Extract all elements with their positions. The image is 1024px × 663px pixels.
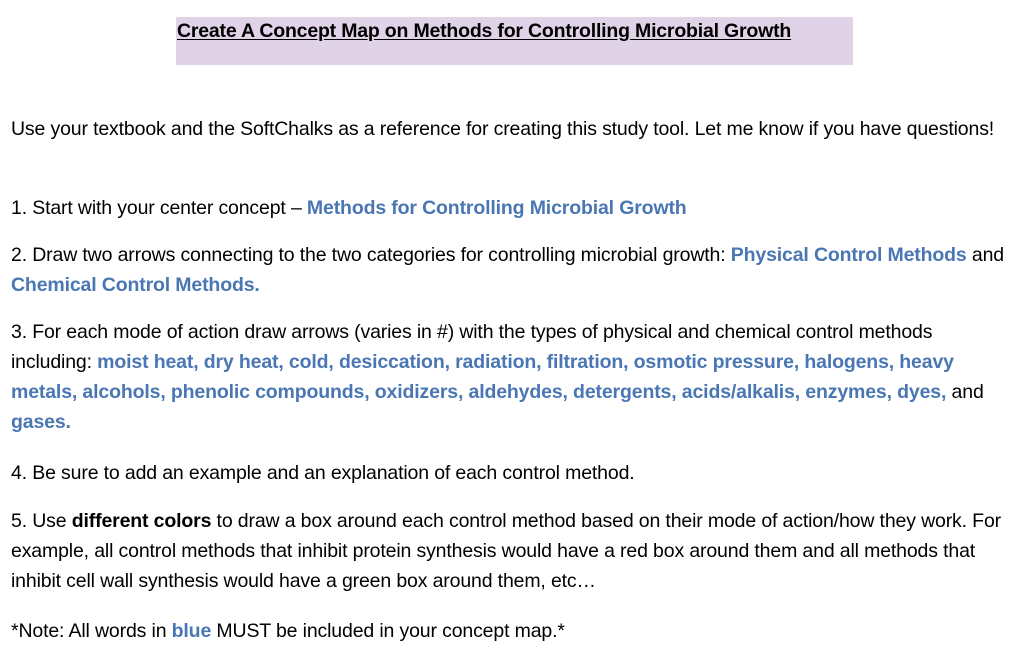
step-5-text: 5. Use — [11, 510, 72, 532]
note — [11, 616, 1016, 646]
step-2-middle: and — [966, 244, 1004, 266]
step-1-text: 1. Start with your center concept – — [11, 197, 307, 219]
step-1-blue-term: Methods for Controlling Microbial Growth — [306, 197, 687, 219]
step-2-blue-term-2: Chemical Control Methods. — [11, 274, 260, 296]
step-3-blue-last: gases. — [11, 411, 71, 433]
note-suffix: MUST be included in your concept map.* — [211, 620, 565, 642]
step-3-blue-list: moist heat, dry heat, cold, desiccation, radiation, filtration, osmotic pressure, halogens, heavy metals, alcohols, phenolic compounds, oxidizers, aldehydes, detergents, acids/alkalis, enzymes, dyes, — [11, 351, 954, 403]
step-1 — [11, 193, 1016, 223]
step-5-bold-term: different colors — [71, 510, 212, 532]
step-2 — [11, 240, 1016, 300]
step-3-text: 3. For each mode of action draw arrows (varies in #) with the types of physical and chemical control methods including: — [11, 321, 933, 373]
step-5-suffix: to draw a box around each control method based on their mode of action/how they work. For example, all control methods that inhibit protein synthesis would have a red box around them and all methods that inhibit cell wall synthesis would have a green box around them, etc… — [11, 510, 1001, 592]
step-2-blue-term-1: Physical Control Methods — [730, 244, 967, 266]
step-3 — [11, 317, 1016, 437]
note-blue-word: blue — [171, 620, 212, 642]
intro-paragraph: Use your textbook and the SoftChalks as a reference for creating this study tool. Let me know if you have questions! — [11, 118, 995, 140]
note-text: *Note: All words in — [11, 620, 172, 642]
step-2-text: 2. Draw two arrows connecting to the two categories for controlling microbial growth: — [11, 244, 731, 266]
step-3-middle: and — [946, 381, 984, 403]
page-title: Create A Concept Map on Methods for Controlling Microbial Growth — [177, 20, 792, 42]
step-5 — [11, 506, 1016, 596]
step-4: 4. Be sure to add an example and an explanation of each control method. — [11, 462, 635, 484]
